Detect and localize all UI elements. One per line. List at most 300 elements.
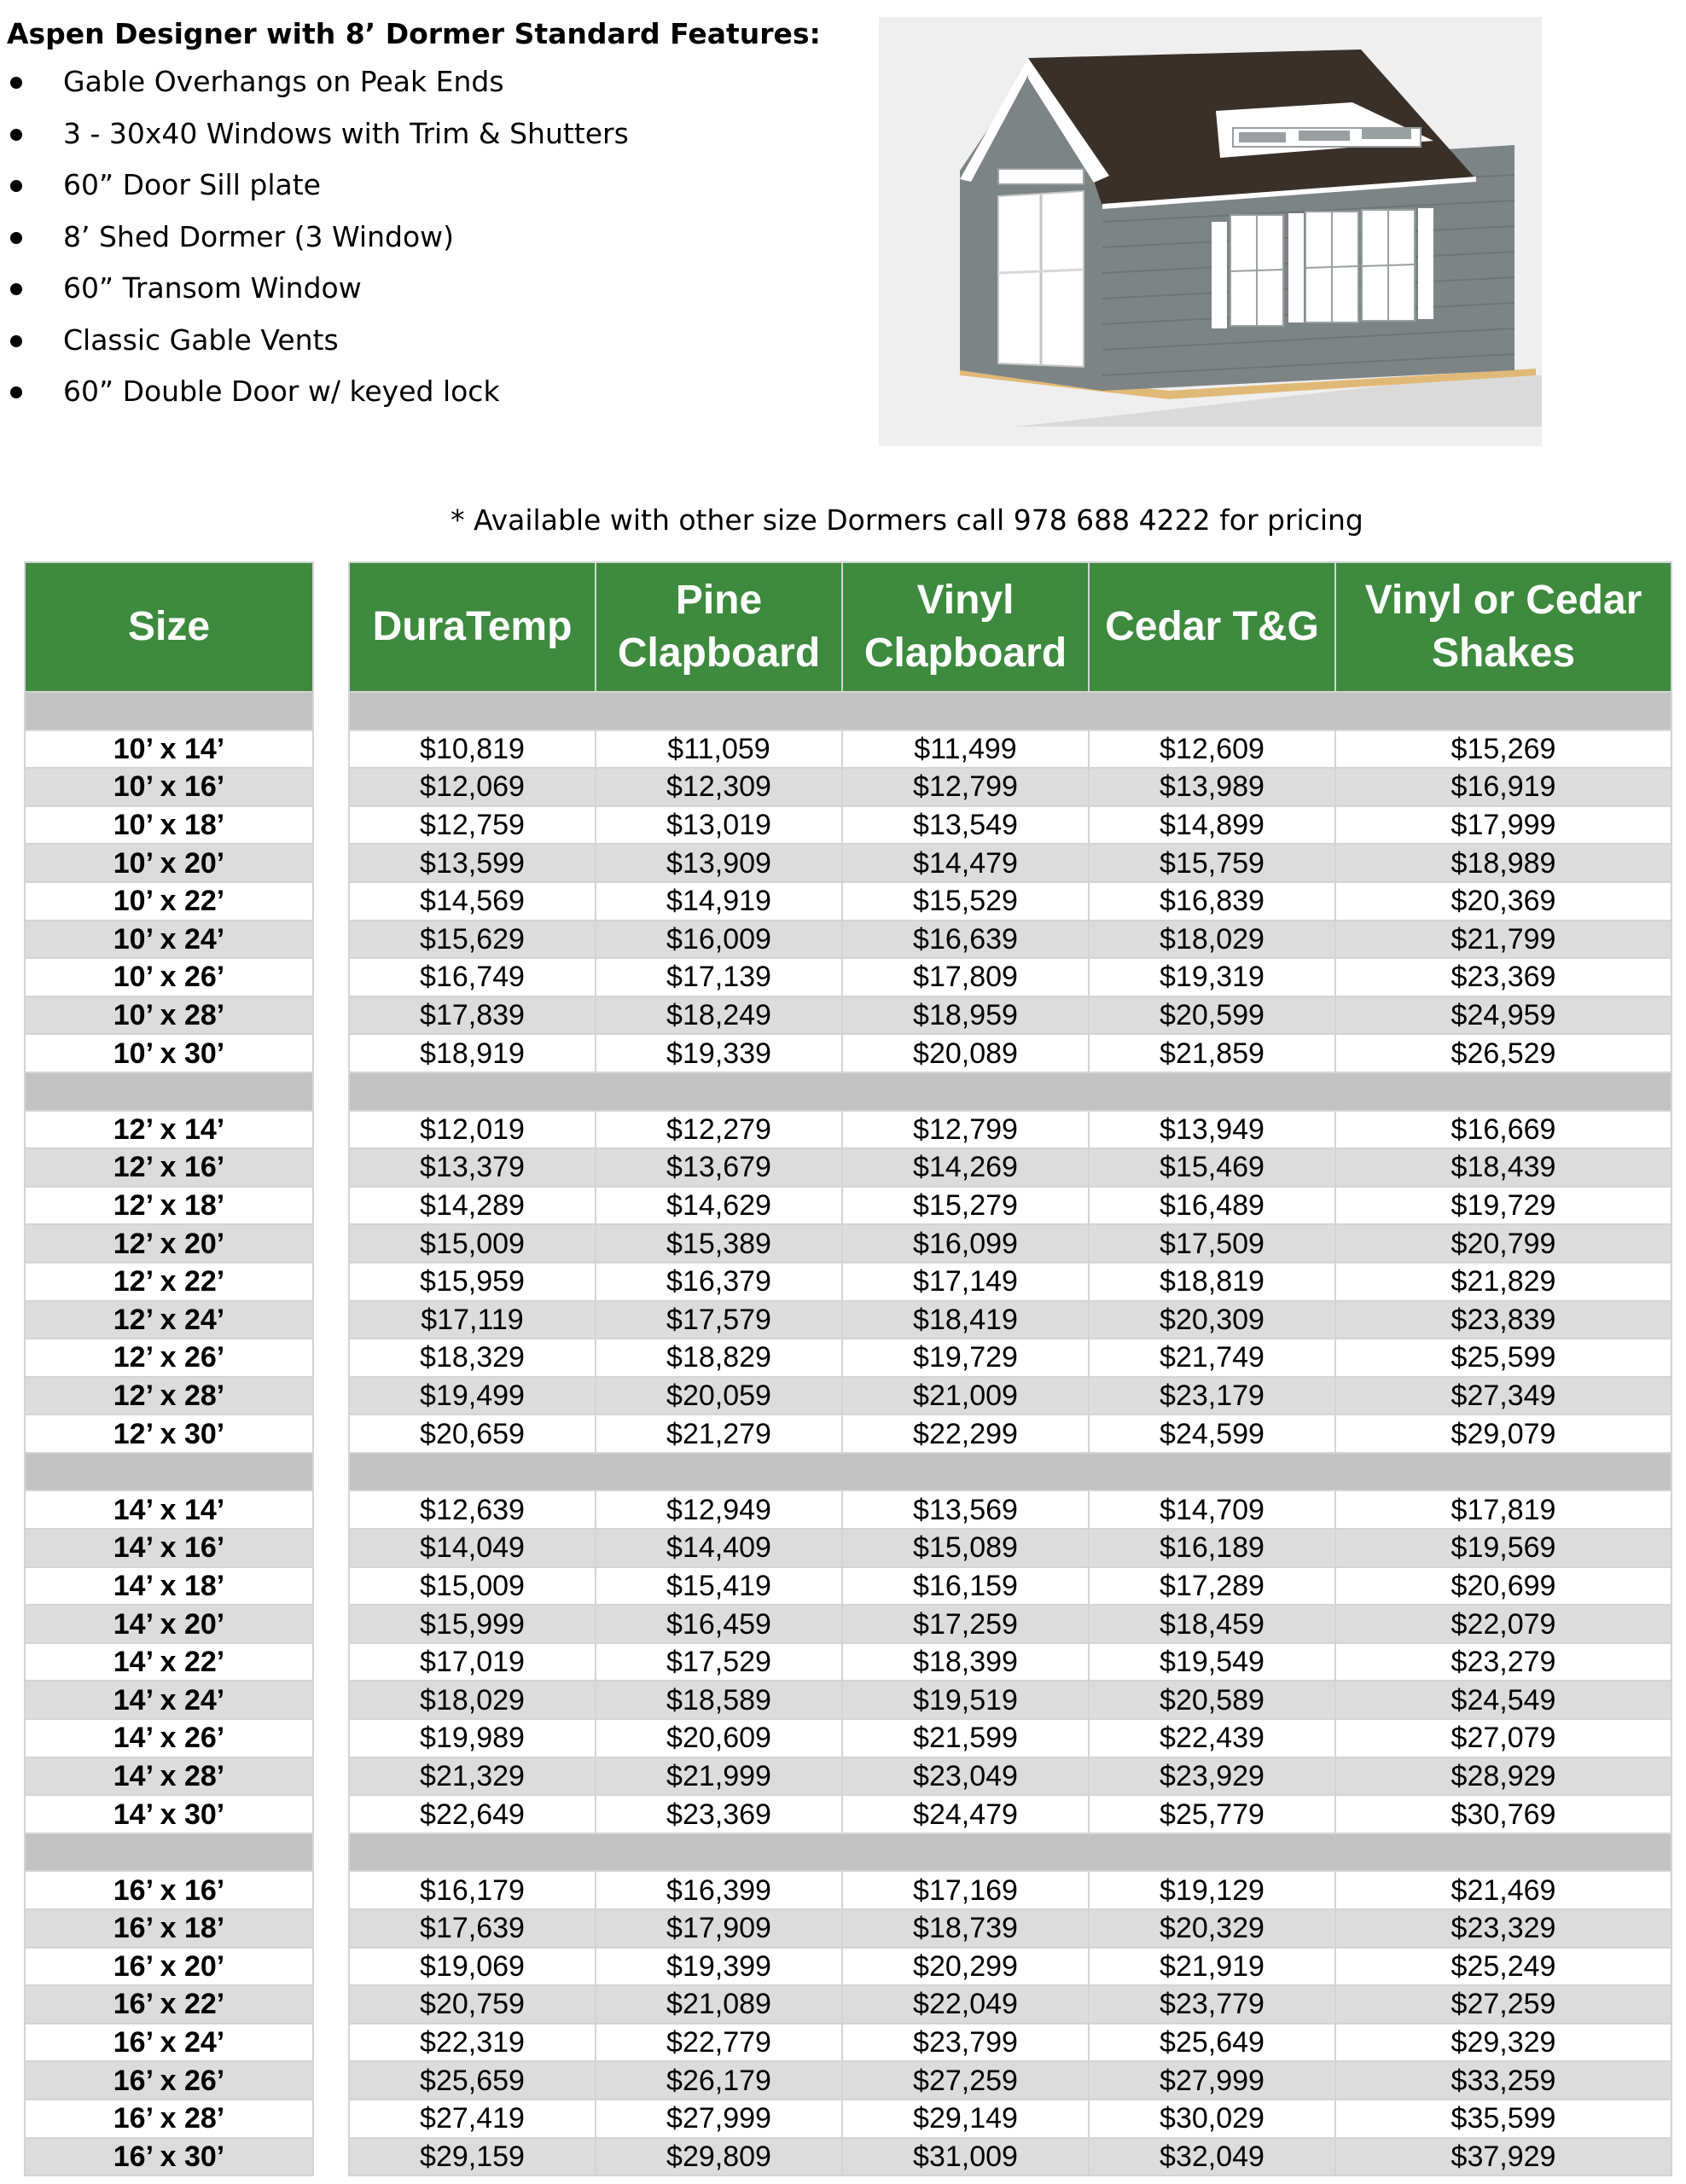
price-cell: $18,819 xyxy=(1089,1263,1335,1301)
price-cell: $15,529 xyxy=(842,882,1089,921)
table-row xyxy=(349,2061,1671,2100)
price-cell: $13,549 xyxy=(842,806,1089,845)
size-cell: 14’ x 24’ xyxy=(25,1681,313,1719)
group-spacer-row xyxy=(25,692,313,730)
price-cell: $11,499 xyxy=(842,730,1089,769)
price-cell: $14,629 xyxy=(596,1187,842,1225)
standard-features xyxy=(7,12,843,418)
price-cell: $21,469 xyxy=(1335,1871,1671,1909)
price-cell: $17,529 xyxy=(596,1643,842,1682)
table-row xyxy=(25,844,313,882)
feature-text: 8’ Shed Dormer (3 Window) xyxy=(63,219,455,253)
size-cell: 10’ x 16’ xyxy=(25,768,313,806)
size-cell: 14’ x 22’ xyxy=(25,1643,313,1682)
price-cell: $20,699 xyxy=(1335,1567,1671,1606)
spacer-cell xyxy=(349,692,1671,730)
price-cell: $29,159 xyxy=(349,2138,596,2176)
price-cell: $18,829 xyxy=(596,1339,842,1377)
spacer-cell xyxy=(25,1453,313,1491)
size-cell: 16’ x 16’ xyxy=(25,1871,313,1909)
price-cell: $17,579 xyxy=(596,1301,842,1339)
price-cell: $21,089 xyxy=(596,1985,842,2024)
price-cell: $18,399 xyxy=(842,1643,1089,1682)
table-row xyxy=(349,1605,1671,1643)
price-cell: $18,029 xyxy=(1089,921,1335,959)
price-cell: $13,379 xyxy=(349,1148,596,1187)
price-cell: $21,859 xyxy=(1089,1034,1335,1072)
price-cell: $16,839 xyxy=(1089,882,1335,921)
table-row xyxy=(25,1795,313,1833)
price-cell: $29,149 xyxy=(842,2100,1089,2138)
table-row xyxy=(25,1909,313,1948)
table-row xyxy=(25,1605,313,1643)
price-cell: $12,639 xyxy=(349,1490,596,1529)
price-cell: $20,759 xyxy=(349,1985,596,2024)
size-cell: 12’ x 20’ xyxy=(25,1224,313,1263)
price-cell: $15,089 xyxy=(842,1529,1089,1567)
table-row xyxy=(349,730,1671,769)
price-cell: $13,019 xyxy=(596,806,842,845)
feature-text: 60” Door Sill plate xyxy=(63,168,321,201)
price-cell: $18,419 xyxy=(842,1301,1089,1339)
table-row xyxy=(25,1148,313,1187)
table-row xyxy=(25,1529,313,1567)
feature-item xyxy=(7,315,843,367)
price-cell: $27,259 xyxy=(842,2061,1089,2100)
price-cell: $22,079 xyxy=(1335,1605,1671,1643)
price-cell: $27,419 xyxy=(349,2100,596,2138)
table-row xyxy=(349,768,1671,806)
price-cell: $18,919 xyxy=(349,1034,596,1072)
size-cell: 12’ x 18’ xyxy=(25,1187,313,1225)
price-cell: $23,779 xyxy=(1089,1985,1335,2024)
price-cell: $26,529 xyxy=(1335,1034,1671,1072)
price-cell: $14,899 xyxy=(1089,806,1335,845)
price-cell: $14,919 xyxy=(596,882,842,921)
price-cell: $12,759 xyxy=(349,806,596,845)
price-cell: $21,799 xyxy=(1335,921,1671,959)
price-cell: $23,279 xyxy=(1335,1643,1671,1682)
price-cell: $23,049 xyxy=(842,1757,1089,1796)
table-row xyxy=(349,1985,1671,2024)
price-cell: $13,599 xyxy=(349,844,596,882)
price-cell: $15,629 xyxy=(349,921,596,959)
column-header-line: Shakes xyxy=(1431,630,1576,676)
price-cell: $16,459 xyxy=(596,1605,842,1643)
price-cell: $27,999 xyxy=(596,2100,842,2138)
size-cell: 10’ x 28’ xyxy=(25,996,313,1035)
price-cell: $20,609 xyxy=(596,1719,842,1757)
size-cell: 16’ x 28’ xyxy=(25,2100,313,2138)
table-row xyxy=(25,1757,313,1796)
price-cell: $16,159 xyxy=(842,1567,1089,1606)
size-cell: 10’ x 18’ xyxy=(25,806,313,845)
price-cell: $12,279 xyxy=(596,1111,842,1149)
price-cell: $21,999 xyxy=(596,1757,842,1796)
feature-text: Classic Gable Vents xyxy=(63,322,339,357)
size-cell: 14’ x 16’ xyxy=(25,1529,313,1567)
price-cell: $18,739 xyxy=(842,1909,1089,1948)
size-cell: 12’ x 16’ xyxy=(25,1148,313,1187)
price-cell: $12,019 xyxy=(349,1111,596,1149)
price-cell: $16,399 xyxy=(596,1871,842,1909)
price-cell: $19,519 xyxy=(842,1681,1089,1719)
table-row xyxy=(349,1681,1671,1719)
table-row xyxy=(25,1187,313,1225)
price-cell: $15,469 xyxy=(1089,1148,1335,1187)
price-cell: $21,599 xyxy=(842,1719,1089,1757)
price-cell: $10,819 xyxy=(349,730,596,769)
column-header-line: Vinyl or Cedar xyxy=(1364,578,1642,623)
table-row xyxy=(349,1757,1671,1796)
size-cell: 12’ x 24’ xyxy=(25,1301,313,1339)
price-cell: $31,009 xyxy=(842,2138,1089,2176)
price-cell: $20,599 xyxy=(1089,996,1335,1035)
price-cell: $12,069 xyxy=(349,768,596,806)
table-row xyxy=(349,2138,1671,2176)
feature-item xyxy=(7,263,843,315)
column-header-line: Vinyl xyxy=(916,578,1015,623)
price-cell: $25,649 xyxy=(1089,2024,1335,2062)
table-row xyxy=(349,1339,1671,1377)
price-cell: $21,749 xyxy=(1089,1339,1335,1377)
table-row xyxy=(349,1148,1671,1187)
price-cell: $20,799 xyxy=(1335,1224,1671,1263)
group-spacer-row xyxy=(25,1453,313,1491)
price-cell: $27,259 xyxy=(1335,1985,1671,2024)
table-row xyxy=(25,1567,313,1606)
size-cell: 16’ x 20’ xyxy=(25,1948,313,1986)
table-row xyxy=(25,1985,313,2024)
table-row xyxy=(25,1948,313,1986)
price-cell: $19,069 xyxy=(349,1948,596,1986)
price-cell: $24,959 xyxy=(1335,996,1671,1035)
feature-text: 3 - 30x40 Windows with Trim & Shutters xyxy=(63,116,629,150)
price-cell: $20,589 xyxy=(1089,1681,1335,1719)
group-spacer-row xyxy=(349,1833,1671,1872)
spacer-cell xyxy=(25,1072,313,1111)
table-row xyxy=(349,1263,1671,1301)
price-cell: $19,569 xyxy=(1335,1529,1671,1567)
size-cell: 10’ x 26’ xyxy=(25,958,313,996)
price-cell: $27,349 xyxy=(1335,1377,1671,1415)
price-cell: $14,569 xyxy=(349,882,596,921)
price-cell: $13,949 xyxy=(1089,1111,1335,1149)
size-header: Size xyxy=(25,562,313,692)
features-title: Aspen Designer with 8’ Dormer Standard Features: xyxy=(7,17,821,50)
price-cell: $17,819 xyxy=(1335,1490,1671,1529)
size-cell: 10’ x 24’ xyxy=(25,921,313,959)
group-spacer-row xyxy=(25,1833,313,1872)
price-cell: $12,609 xyxy=(1089,730,1335,769)
price-cell: $20,299 xyxy=(842,1948,1089,1986)
column-header xyxy=(1089,562,1335,692)
price-cell: $17,289 xyxy=(1089,1567,1335,1606)
price-cell: $13,679 xyxy=(596,1148,842,1187)
table-row xyxy=(25,2024,313,2062)
size-cell: 12’ x 22’ xyxy=(25,1263,313,1301)
bullet-icon xyxy=(10,386,22,398)
table-row xyxy=(349,1643,1671,1682)
price-cell: $18,459 xyxy=(1089,1605,1335,1643)
price-cell: $23,799 xyxy=(842,2024,1089,2062)
price-cell: $20,089 xyxy=(842,1034,1089,1072)
price-cell: $17,259 xyxy=(842,1605,1089,1643)
feature-text: 60” Double Door w/ keyed lock xyxy=(63,375,500,408)
price-cell: $17,509 xyxy=(1089,1224,1335,1263)
price-cell: $37,929 xyxy=(1335,2138,1671,2176)
price-cell: $15,279 xyxy=(842,1187,1089,1225)
table-row xyxy=(349,1490,1671,1529)
price-cell: $16,639 xyxy=(842,921,1089,959)
price-cell: $14,269 xyxy=(842,1148,1089,1187)
size-cell: 10’ x 30’ xyxy=(25,1034,313,1072)
price-cell: $16,669 xyxy=(1335,1111,1671,1149)
column-header-line: Cedar T&G xyxy=(1105,604,1319,649)
table-row xyxy=(349,1948,1671,1986)
column-header-line: Clapboard xyxy=(863,630,1067,676)
price-cell: $17,839 xyxy=(349,996,596,1035)
price-cell: $20,059 xyxy=(596,1377,842,1415)
spacer-cell xyxy=(25,1833,313,1872)
table-row xyxy=(25,1643,313,1682)
table-row xyxy=(25,996,313,1035)
features-list xyxy=(7,56,843,418)
table-row xyxy=(349,1034,1671,1072)
price-cell: $13,989 xyxy=(1089,768,1335,806)
table-row xyxy=(25,1034,313,1072)
table-row xyxy=(349,1187,1671,1225)
price-cell: $18,989 xyxy=(1335,844,1671,882)
table-row xyxy=(349,958,1671,996)
size-cell: 14’ x 18’ xyxy=(25,1567,313,1606)
price-cell: $18,029 xyxy=(349,1681,596,1719)
table-row xyxy=(25,730,313,769)
price-cell: $23,179 xyxy=(1089,1377,1335,1415)
price-cell: $15,419 xyxy=(596,1567,842,1606)
table-row xyxy=(25,882,313,921)
price-cell: $23,369 xyxy=(596,1795,842,1833)
price-cell: $19,729 xyxy=(1335,1187,1671,1225)
feature-item xyxy=(7,212,843,264)
table-row xyxy=(349,844,1671,882)
table-row xyxy=(25,2061,313,2100)
price-cell: $17,019 xyxy=(349,1643,596,1682)
price-cell: $21,829 xyxy=(1335,1263,1671,1301)
spacer-cell xyxy=(349,1072,1671,1111)
bullet-icon xyxy=(10,232,22,244)
price-cell: $29,329 xyxy=(1335,2024,1671,2062)
price-cell: $20,659 xyxy=(349,1414,596,1453)
size-cell: 16’ x 24’ xyxy=(25,2024,313,2062)
group-spacer-row xyxy=(25,1072,313,1111)
size-cell: 14’ x 20’ xyxy=(25,1605,313,1643)
price-cell: $12,309 xyxy=(596,768,842,806)
price-cell: $25,779 xyxy=(1089,1795,1335,1833)
table-row xyxy=(25,2138,313,2176)
table-row xyxy=(349,996,1671,1035)
shed-illustration xyxy=(879,17,1542,446)
price-cell: $19,339 xyxy=(596,1034,842,1072)
column-header xyxy=(842,562,1089,692)
price-cell: $22,319 xyxy=(349,2024,596,2062)
price-cell: $16,379 xyxy=(596,1263,842,1301)
price-cell: $23,369 xyxy=(1335,958,1671,996)
table-row xyxy=(25,1871,313,1909)
price-cell: $17,149 xyxy=(842,1263,1089,1301)
price-cell: $19,399 xyxy=(596,1948,842,1986)
table-row xyxy=(25,1301,313,1339)
table-row xyxy=(25,2100,313,2138)
price-cell: $17,999 xyxy=(1335,806,1671,845)
table-row xyxy=(349,1414,1671,1453)
price-cell: $13,569 xyxy=(842,1490,1089,1529)
price-cell: $16,749 xyxy=(349,958,596,996)
column-header-line: Pine xyxy=(675,578,763,623)
price-cell: $14,289 xyxy=(349,1187,596,1225)
price-cell: $14,049 xyxy=(349,1529,596,1567)
column-header xyxy=(596,562,842,692)
price-cell: $32,049 xyxy=(1089,2138,1335,2176)
size-cell: 16’ x 22’ xyxy=(25,1985,313,2024)
table-row xyxy=(25,1111,313,1149)
table-row xyxy=(349,2024,1671,2062)
price-cell: $22,649 xyxy=(349,1795,596,1833)
price-cell: $27,999 xyxy=(1089,2061,1335,2100)
shed-image xyxy=(879,17,1542,446)
price-cell: $18,329 xyxy=(349,1339,596,1377)
price-cell: $14,709 xyxy=(1089,1490,1335,1529)
column-header xyxy=(349,562,596,692)
price-cell: $16,189 xyxy=(1089,1529,1335,1567)
size-cell: 10’ x 20’ xyxy=(25,844,313,882)
size-cell: 16’ x 30’ xyxy=(25,2138,313,2176)
bullet-icon xyxy=(10,129,22,141)
size-cell: 16’ x 18’ xyxy=(25,1909,313,1948)
price-cell: $21,009 xyxy=(842,1377,1089,1415)
group-spacer-row xyxy=(349,692,1671,730)
price-cell: $15,959 xyxy=(349,1263,596,1301)
price-cell: $21,329 xyxy=(349,1757,596,1796)
shed-windows xyxy=(1212,208,1433,328)
table-row xyxy=(25,1681,313,1719)
size-cell: 12’ x 28’ xyxy=(25,1377,313,1415)
table-row xyxy=(349,1377,1671,1415)
size-cell: 12’ x 14’ xyxy=(25,1111,313,1149)
table-row xyxy=(349,1795,1671,1833)
price-cell: $25,659 xyxy=(349,2061,596,2100)
table-row xyxy=(25,1490,313,1529)
table-row xyxy=(349,1224,1671,1263)
size-table xyxy=(24,561,314,2176)
price-cell: $35,599 xyxy=(1335,2100,1671,2138)
price-cell: $28,929 xyxy=(1335,1757,1671,1796)
price-cell: $19,729 xyxy=(842,1339,1089,1377)
price-cell: $14,409 xyxy=(596,1529,842,1567)
price-cell: $19,319 xyxy=(1089,958,1335,996)
price-cell: $16,919 xyxy=(1335,768,1671,806)
price-cell: $17,909 xyxy=(596,1909,842,1948)
price-cell: $26,179 xyxy=(596,2061,842,2100)
price-cell: $19,499 xyxy=(349,1377,596,1415)
table-row xyxy=(349,1871,1671,1909)
price-cell: $16,099 xyxy=(842,1224,1089,1263)
price-cell: $24,479 xyxy=(842,1795,1089,1833)
price-cell: $29,809 xyxy=(596,2138,842,2176)
price-cell: $17,639 xyxy=(349,1909,596,1948)
table-row xyxy=(349,882,1671,921)
price-cell: $23,839 xyxy=(1335,1301,1671,1339)
table-row xyxy=(349,1719,1671,1757)
price-cell: $24,549 xyxy=(1335,1681,1671,1719)
price-cell: $22,049 xyxy=(842,1985,1089,2024)
price-cell: $16,489 xyxy=(1089,1187,1335,1225)
bullet-icon xyxy=(10,180,22,192)
table-row xyxy=(349,921,1671,959)
price-cell: $20,369 xyxy=(1335,882,1671,921)
feature-item xyxy=(7,108,843,160)
spacer-cell xyxy=(349,1453,1671,1491)
table-row xyxy=(349,1567,1671,1606)
table-row xyxy=(25,768,313,806)
price-cell: $21,919 xyxy=(1089,1948,1335,1986)
price-cell: $25,249 xyxy=(1335,1948,1671,1986)
size-cell: 10’ x 14’ xyxy=(25,730,313,769)
price-cell: $20,329 xyxy=(1089,1909,1335,1948)
price-cell: $18,959 xyxy=(842,996,1089,1035)
column-header xyxy=(1335,562,1671,692)
price-cell: $15,009 xyxy=(349,1224,596,1263)
size-cell: 14’ x 26’ xyxy=(25,1719,313,1757)
price-cell: $24,599 xyxy=(1089,1414,1335,1453)
table-row xyxy=(349,1529,1671,1567)
price-cell: $18,249 xyxy=(596,996,842,1035)
price-cell: $15,009 xyxy=(349,1567,596,1606)
price-cell: $22,779 xyxy=(596,2024,842,2062)
table-row xyxy=(25,1263,313,1301)
size-cell: 10’ x 22’ xyxy=(25,882,313,921)
bullet-icon xyxy=(10,77,22,89)
price-cell: $16,009 xyxy=(596,921,842,959)
price-cell: $30,029 xyxy=(1089,2100,1335,2138)
feature-text: 60” Transom Window xyxy=(63,271,362,305)
price-cell: $25,599 xyxy=(1335,1339,1671,1377)
price-cell: $19,989 xyxy=(349,1719,596,1757)
price-cell: $15,999 xyxy=(349,1605,596,1643)
price-table xyxy=(348,561,1672,2176)
price-cell: $18,589 xyxy=(596,1681,842,1719)
price-cell: $17,139 xyxy=(596,958,842,996)
group-spacer-row xyxy=(349,1072,1671,1111)
table-row xyxy=(25,1414,313,1453)
size-cell: 12’ x 26’ xyxy=(25,1339,313,1377)
table-row xyxy=(349,1301,1671,1339)
price-cell: $29,079 xyxy=(1335,1414,1671,1453)
spacer-cell xyxy=(25,692,313,730)
price-cell: $12,949 xyxy=(596,1490,842,1529)
bullet-icon xyxy=(10,283,22,295)
price-cell: $12,799 xyxy=(842,1111,1089,1149)
size-cell: 14’ x 30’ xyxy=(25,1795,313,1833)
price-cell: $30,769 xyxy=(1335,1795,1671,1833)
price-cell: $16,179 xyxy=(349,1871,596,1909)
table-row xyxy=(25,1719,313,1757)
price-cell: $15,269 xyxy=(1335,730,1671,769)
table-row xyxy=(25,1339,313,1377)
table-row xyxy=(25,806,313,845)
price-cell: $20,309 xyxy=(1089,1301,1335,1339)
table-row xyxy=(25,1224,313,1263)
